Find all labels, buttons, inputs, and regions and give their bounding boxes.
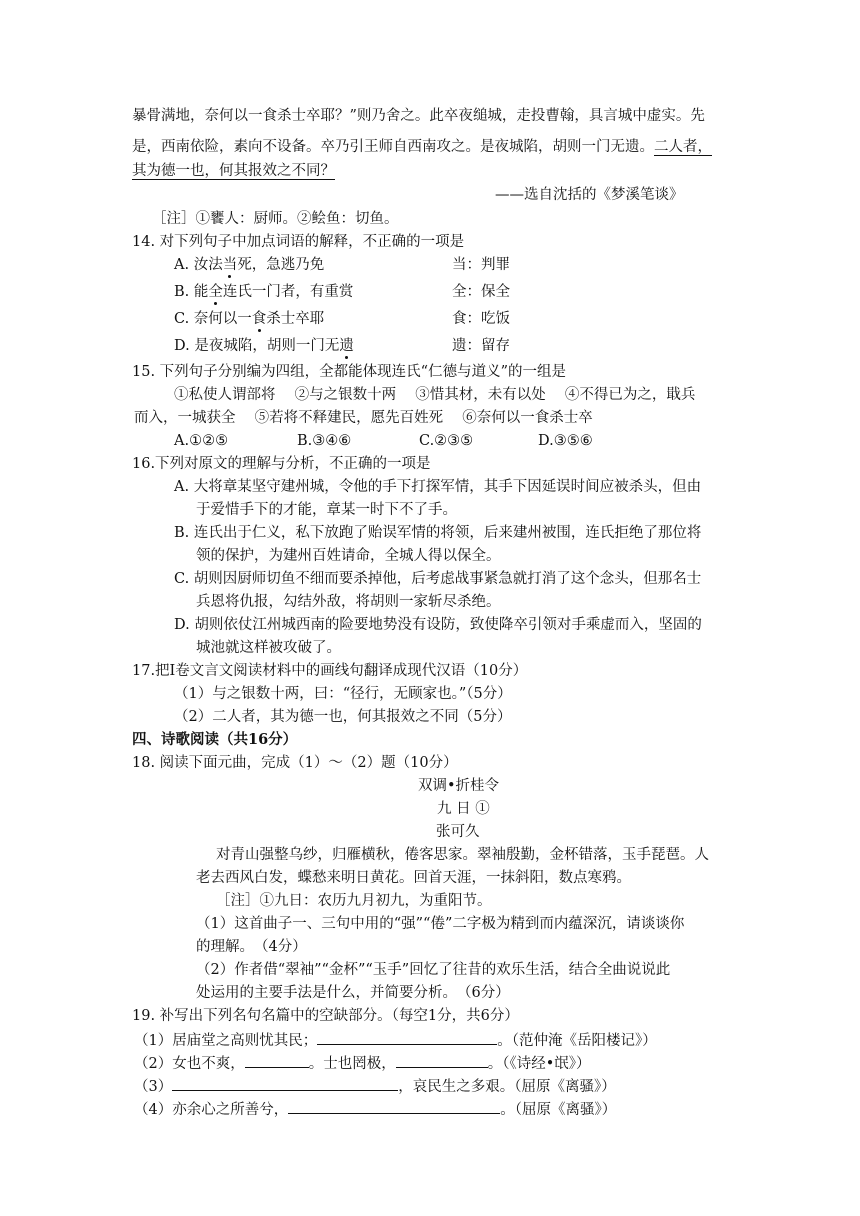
q17-sub-2: （2）二人者，其为德一也，何其报效之不同（5分）	[174, 709, 512, 725]
q14-option-d-gloss: 遗：留存	[452, 338, 510, 354]
answer-blank[interactable]	[317, 1030, 497, 1045]
poem-subtitle: 九 日 ①	[437, 801, 490, 817]
emphasis-dot-char: 当	[222, 257, 238, 273]
q19-stem: 19. 补写出下列名句名篇中的空缺部分。（每空1分，共6分）	[132, 1008, 519, 1024]
q19-item-1: （1）居庙堂之高则忧其民； 。（范仲淹《岳阳楼记》）	[134, 1030, 657, 1050]
q14-stem: 14. 对下列句子中加点词语的解释，不正确的一项是	[132, 234, 465, 250]
q16-option-c-2: 兵恩将仇报，勾结外敌，将胡则一家斩尽杀绝。	[196, 594, 501, 610]
q19-item-3: （3） ，哀民生之多艰。（屈原《离骚》）	[134, 1076, 616, 1096]
q16-option-a-2: 于爱惜手下的才能，章某一时下不了手。	[196, 502, 457, 518]
q14-option-a-gloss: 当：判罪	[452, 257, 510, 273]
q16-option-b-2: 领的保护，为建州百姓请命，全城人得以保全。	[196, 548, 501, 564]
answer-blank[interactable]	[172, 1076, 398, 1091]
answer-blank[interactable]	[288, 1099, 500, 1114]
passage-line-1: 暴骨满地，奈何以一食杀士卒耶？”则乃舍之。此卒夜缒城，走投曹翰，具言城中虚实。先	[132, 108, 705, 124]
q16-option-b-1: B. 连氏出于仁义，私下放跑了贻误军情的将领，后来建州被围，连氏拒绝了那位将	[174, 525, 702, 541]
q18-sub-2a: （2）作者借“翠袖”“金杯”“玉手”回忆了往昔的欢乐生活，结合全曲说说此	[196, 962, 671, 978]
q17-sub-1: （1）与之银数十两，曰：“径行，无顾家也。”（5分）	[174, 686, 512, 702]
q14-option-b: B. 能全连氏一门者，有重赏	[174, 284, 354, 300]
q16-stem: 16.下列对原文的理解与分析，不正确的一项是	[132, 456, 431, 472]
q15-line-1: ①私使人谓部将 ②与之银数十两 ③惜其材，未有以处 ④不得已为之，戢兵	[174, 387, 696, 403]
poem-author: 张可久	[436, 824, 480, 840]
q15-choice-b: B.③④⑥	[297, 433, 352, 449]
passage-note: ［注］①饔人：厨师。②鲙鱼：切鱼。	[152, 211, 399, 227]
emphasis-dot-char: 食	[251, 311, 267, 327]
q14-option-d: D. 是夜城陷，胡则一门无遗	[174, 338, 354, 354]
q19-item-2: （2）女也不爽， 。士也罔极， 。（《诗经•氓》）	[134, 1053, 591, 1073]
q14-option-a: A. 汝法当死，急逃乃免	[174, 257, 325, 273]
passage-line-2: 是，西南依险，素向不设备。卒乃引王师自西南攻之。是夜城陷，胡则一门无遗。二人者，	[132, 139, 712, 155]
section-heading: 四、诗歌阅读（共16分）	[132, 731, 298, 748]
q14-option-c-gloss: 食：吃饭	[452, 311, 510, 327]
poem-line-1: 对青山强整乌纱，归雁横秋，倦客思家。翠袖殷勤，金杯错落，玉手琵琶。人	[216, 847, 709, 863]
q14-option-b-gloss: 全：保全	[452, 284, 510, 300]
passage-line-3	[132, 162, 335, 180]
q15-choice-d: D.③⑤⑥	[538, 433, 593, 449]
q16-option-c-1: C. 胡则因厨师切鱼不细而要杀掉他，后考虑战事紧急就打消了这个念头，但那名士	[174, 571, 702, 587]
underlined-sentence-cont: 其为德一也，何其报效之不同？	[132, 163, 335, 179]
q14-option-c: C. 奈何以一食杀士卒耶	[174, 311, 325, 327]
poem-note: ［注］①九日：农历九月初九，为重阳节。	[216, 893, 492, 909]
q18-sub-2b: 处运用的主要手法是什么，并简要分析。 （6分）	[196, 985, 510, 1001]
q16-option-d-2: 城池就这样被攻破了。	[196, 640, 341, 656]
emphasis-dot-char: 遗	[339, 338, 354, 354]
answer-blank[interactable]	[396, 1053, 488, 1068]
q16-option-a-1: A. 大将章某坚守建州城，令他的手下打探军情，其手下因延误时间应被杀头，但由	[174, 479, 702, 495]
emphasis-dot-char: 全	[208, 284, 223, 300]
poem-line-2: 老去西风白发，蝶愁来明日黄花。回首天涯，一抹斜阳，数点寒鸦。	[196, 870, 631, 886]
q15-choice-c: C.②③⑤	[419, 433, 474, 449]
q18-sub-1b: 的理解。 （4分）	[196, 939, 307, 955]
q15-line-2: 而入，一城获全 ⑤若将不释建民，愿先百姓死 ⑥奈何以一食杀士卒	[134, 410, 593, 426]
q16-option-d-1: D. 胡则依仗江州城西南的险要地势没有设防，致使降卒引领对手乘虚而入，坚固的	[174, 617, 702, 633]
q15-stem: 15. 下列句子分别编为四组，全都能体现连氏“仁德与道义”的一组是	[132, 364, 566, 380]
q15-choice-a: A.①②⑤	[174, 433, 229, 449]
q18-sub-1a: （1）这首曲子一、三句中用的“强”“倦”二字极为精到而内蕴深沉，请谈谈你	[196, 916, 685, 932]
poem-title: 双调•折桂令	[418, 778, 500, 794]
passage-source: ——选自沈括的《梦溪笔谈》	[495, 187, 684, 203]
q19-item-4: （4）亦余心之所善兮， 。（屈原《离骚》）	[134, 1099, 616, 1119]
answer-blank[interactable]	[245, 1053, 309, 1068]
q17-stem: 17.把Ⅰ卷文言文阅读材料中的画线句翻译成现代汉语（10分）	[132, 663, 528, 679]
underlined-sentence: 二人者，	[654, 139, 712, 155]
q18-stem: 18. 阅读下面元曲，完成（1）～（2）题（10分）	[132, 755, 458, 771]
